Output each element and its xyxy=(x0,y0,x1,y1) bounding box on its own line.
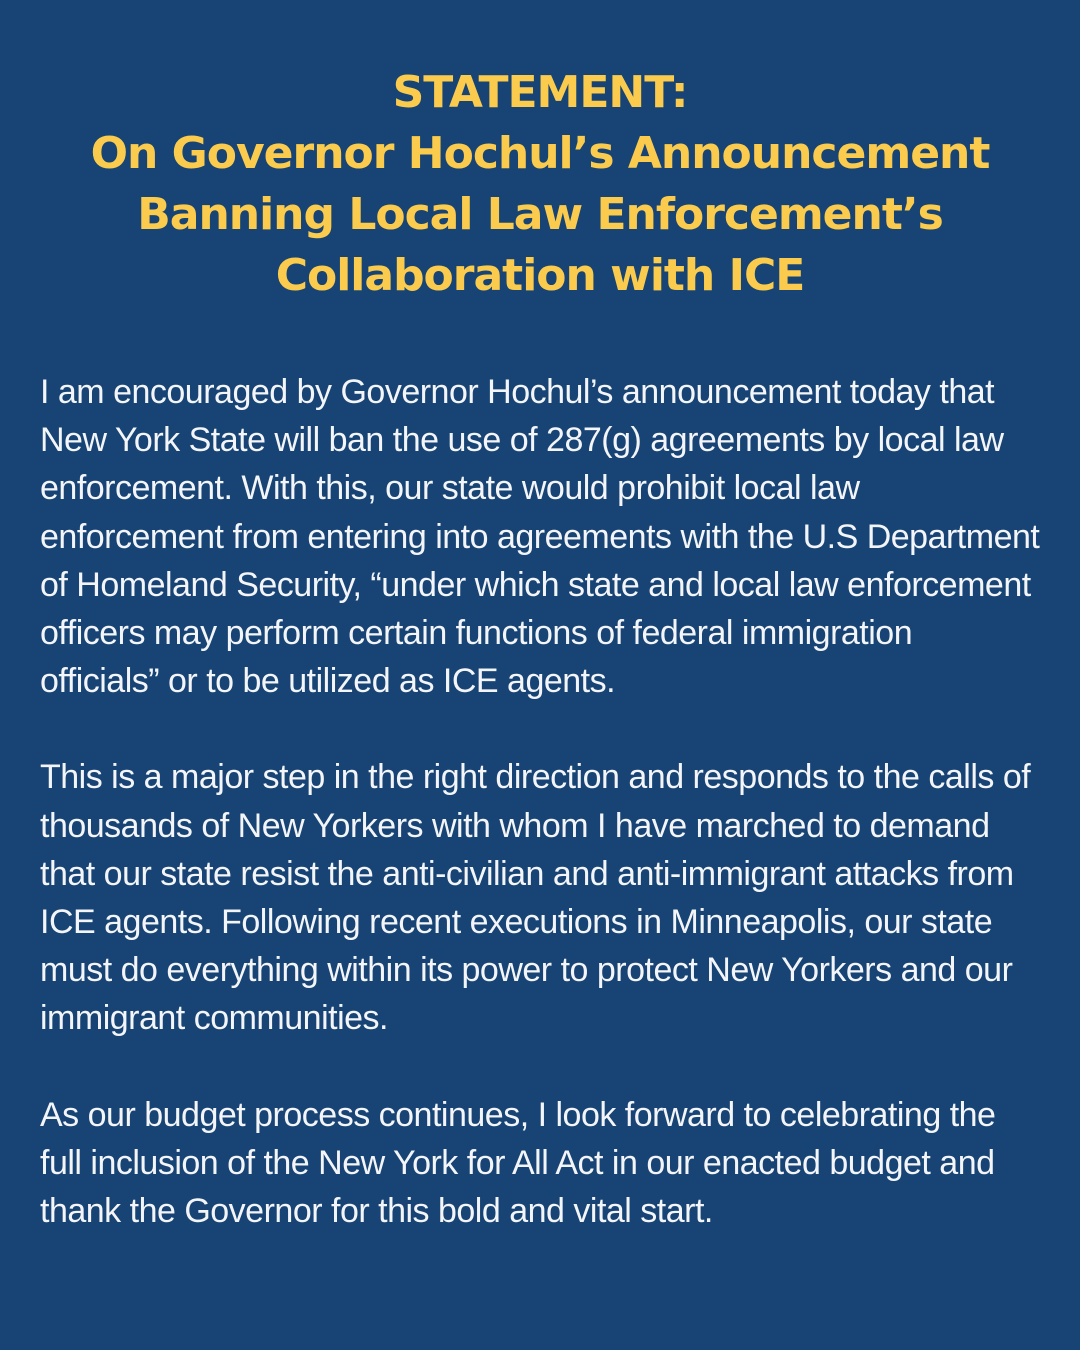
statement-body xyxy=(40,368,1040,1235)
statement-paragraph-2: This is a major step in the right direction and responds to the calls of thousands of New Yorkers with whom I have marched to demand that our state resist the anti-civilian and anti-immigrant attacks from ICE agents. Following recent executions in Minneapolis, our state must do everything within its power to protect New Yorkers and our immigrant communities. xyxy=(40,758,1031,1038)
title-line-subject-2: Banning Local Law Enforcement’s xyxy=(137,189,943,240)
title-line-statement-label: STATEMENT: xyxy=(392,67,688,118)
title-line-subject-1: On Governor Hochul’s Announcement xyxy=(90,128,990,179)
statement-paragraph-1: I am encouraged by Governor Hochul’s announcement today that New York State will ban the use of 287(g) agreements by local law enforcement. With this, our state would prohibit local law enforcement from entering into agreements with the U.S Department of Homeland Security, “under which state and local law enforcement officers may perform certain functions of federal immigration officials” or to be utilized as ICE agents. xyxy=(40,373,1040,701)
statement-paragraph-3: As our budget process continues, I look forward to celebrating the full inclusion of the New York for All Act in our enacted budget and thank the Governor for this bold and vital start. xyxy=(40,1095,996,1231)
statement-title xyxy=(40,62,1040,306)
title-line-subject-3: Collaboration with ICE xyxy=(275,250,805,301)
